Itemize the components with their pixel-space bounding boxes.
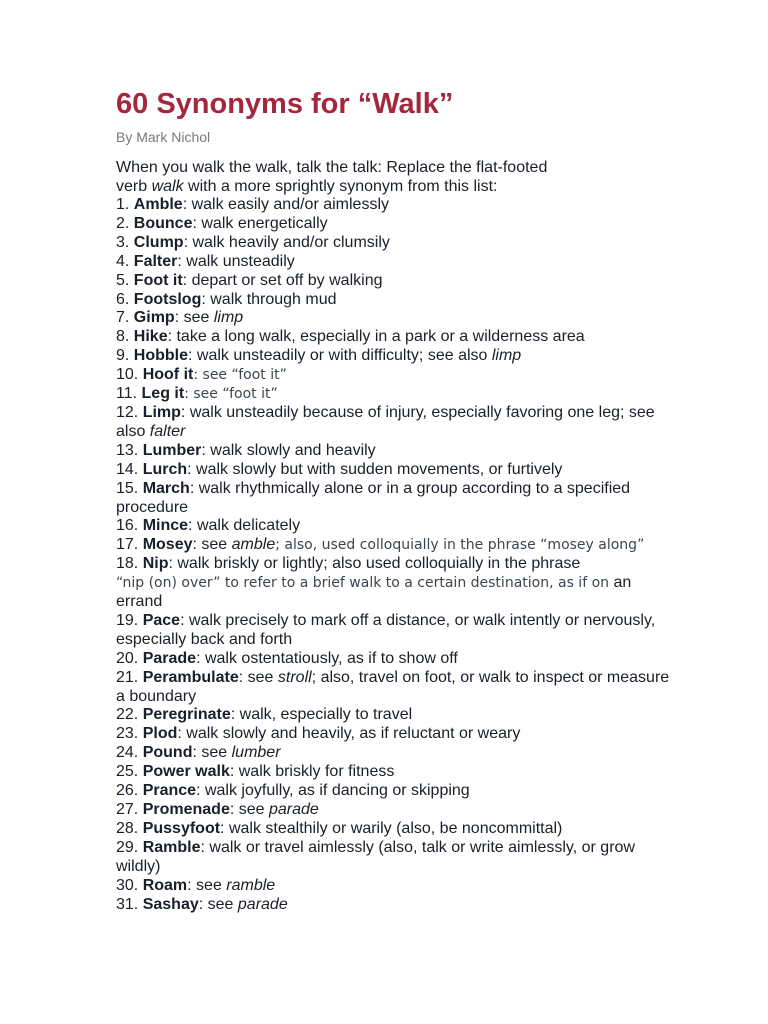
item-definition: : see (192, 536, 232, 554)
item-number: 19. (116, 611, 139, 629)
item-cross-reference: parade (268, 801, 319, 818)
item-number: 30. (116, 876, 139, 894)
item-definition: : walk briskly for fitness (229, 763, 395, 781)
item-definition: : see (229, 801, 269, 818)
item-definition: : take a long walk, especially in a park or a wilderness area (167, 328, 585, 346)
list-item (116, 215, 676, 234)
item-definition-note: “nip (on) over” to refer to a brief walk to a certain destination, as if on (116, 575, 610, 592)
item-term: Amble (133, 196, 183, 213)
item-term: Clump (133, 233, 184, 251)
item-definition: : walk easily and/or aimlessly (182, 196, 389, 213)
item-number: 31. (116, 895, 139, 913)
list-item (116, 744, 676, 763)
page-title: 60 Synonyms for “Walk” (116, 88, 454, 120)
item-number: 3. (116, 233, 130, 251)
item-term: Prance (142, 782, 197, 800)
item-number: 1. (116, 196, 130, 213)
item-number: 23. (116, 725, 139, 743)
item-definition: : walk heavily and/or clumsily (183, 233, 390, 251)
item-term: Foot it (133, 271, 183, 289)
item-term: Pussyfoot (142, 819, 221, 837)
intro-line-2-post: with a more sprightly synonym from this list: (183, 178, 498, 195)
list-item (116, 839, 676, 877)
item-cross-reference: lumber (231, 744, 281, 762)
item-number: 25. (116, 763, 139, 781)
list-item (116, 782, 676, 801)
list-item (116, 442, 676, 461)
item-definition: : walk briskly or lightly; also used colloquially in the phrase (168, 555, 581, 573)
item-definition: : walk, especially to travel (230, 706, 413, 724)
list-item (116, 404, 676, 442)
item-definition: : walk rhythmically alone or in a group according to a specified procedure (116, 479, 631, 516)
item-term: Nip (142, 555, 169, 573)
item-term: Lumber (142, 441, 202, 459)
author-byline: By Mark Nichol (116, 129, 211, 145)
item-term: Hobble (133, 347, 189, 365)
item-number: 7. (116, 309, 130, 327)
item-definition: : see (174, 309, 214, 327)
item-definition: : walk slowly and heavily, as if reluctant or weary (177, 725, 521, 743)
item-term: Plod (142, 725, 178, 743)
intro-emphasis: walk (151, 178, 184, 195)
list-item (116, 309, 676, 328)
item-definition: : walk slowly and heavily (201, 441, 376, 459)
item-term: Leg it (141, 385, 185, 403)
item-term: Limp (142, 403, 181, 421)
item-cross-reference: parade (237, 895, 288, 913)
item-definition: : see (198, 895, 238, 913)
item-definition: : walk ostentatiously, as if to show off (196, 649, 458, 667)
item-definition-tail: ; also, travel on foot, or walk to inspect or measure a boundary (116, 668, 670, 705)
item-term: Lurch (142, 460, 188, 478)
item-term: Mince (142, 517, 189, 535)
item-term: March (142, 479, 190, 497)
list-item (116, 366, 676, 385)
item-number: 15. (116, 479, 139, 497)
item-number: 4. (116, 252, 130, 270)
item-definition: : depart or set off by walking (182, 271, 383, 289)
intro-line-2-pre: verb (116, 178, 152, 195)
item-number: 14. (116, 460, 139, 478)
item-term: Peregrinate (142, 706, 231, 724)
item-number: 29. (116, 838, 139, 856)
item-term: Roam (142, 876, 188, 894)
item-definition: : walk energetically (192, 214, 328, 232)
item-term: Pace (142, 611, 181, 629)
list-item (116, 385, 676, 404)
list-item (116, 291, 676, 310)
item-definition: : walk unsteadily because of injury, especially favoring one leg; see also (116, 403, 655, 440)
article (116, 86, 676, 914)
item-definition: : see (187, 876, 227, 894)
item-term: Bounce (133, 214, 193, 232)
list-item (116, 896, 676, 915)
item-number: 21. (116, 668, 139, 686)
list-item (116, 196, 676, 215)
item-definition: : walk unsteadily or with difficulty; see also (188, 347, 492, 365)
item-number: 9. (116, 347, 130, 365)
item-number: 5. (116, 271, 130, 289)
list-item (116, 272, 676, 291)
item-term: Parade (142, 649, 197, 667)
item-cross-reference: stroll (277, 668, 312, 686)
item-definition-note: : see “foot it” (184, 386, 278, 403)
item-number: 12. (116, 403, 139, 421)
item-definition: : walk or travel aimlessly (also, talk or write aimlessly, or grow wildly) (116, 838, 635, 875)
item-term: Falter (133, 252, 178, 270)
item-cross-reference: limp (491, 347, 522, 365)
item-term: Power walk (142, 763, 230, 781)
list-item (116, 725, 676, 744)
item-number: 26. (116, 782, 139, 800)
item-term: Mosey (142, 536, 193, 554)
synonym-list (116, 196, 676, 914)
item-definition: : walk stealthily or warily (also, be noncommittal) (220, 819, 563, 837)
item-term: Gimp (133, 309, 175, 327)
intro-line-1: When you walk the walk, talk the talk: Replace the flat-footed (116, 159, 548, 176)
item-number: 28. (116, 819, 139, 837)
item-number: 27. (116, 801, 139, 818)
list-item (116, 461, 676, 480)
list-item (116, 347, 676, 366)
item-term: Hoof it (142, 366, 194, 384)
item-number: 11. (116, 385, 138, 403)
item-definition-note: : see “foot it” (193, 367, 287, 384)
list-item (116, 801, 676, 820)
item-cross-reference: limp (213, 309, 244, 327)
list-item (116, 763, 676, 782)
list-item (116, 820, 676, 839)
item-number: 2. (116, 214, 130, 232)
list-item (116, 612, 676, 650)
item-number: 13. (116, 441, 139, 459)
item-definition: : walk unsteadily (177, 252, 295, 270)
item-term: Perambulate (142, 668, 239, 686)
item-definition-tail: an errand (116, 574, 632, 611)
item-term: Ramble (142, 838, 201, 856)
item-number: 10. (116, 366, 139, 384)
list-item (116, 234, 676, 253)
item-term: Pound (142, 744, 193, 762)
item-cross-reference: falter (149, 422, 186, 440)
list-item (116, 536, 676, 555)
item-definition: : walk through mud (201, 290, 337, 308)
item-number: 18. (116, 555, 139, 573)
item-number: 22. (116, 706, 139, 724)
item-definition: : walk precisely to mark off a distance, or walk intently or nervously, especially back and forth (116, 611, 656, 648)
item-definition: : walk delicately (188, 517, 301, 535)
item-number: 20. (116, 649, 139, 667)
item-term: Footslog (133, 290, 202, 308)
item-term: Promenade (142, 801, 230, 818)
list-item (116, 877, 676, 896)
item-number: 17. (116, 536, 139, 554)
list-item (116, 555, 676, 612)
intro-paragraph (116, 158, 676, 196)
item-definition: : walk slowly but with sudden movements, or furtively (187, 460, 563, 478)
item-number: 6. (116, 290, 130, 308)
item-definition: : see (238, 668, 278, 686)
item-definition: : see (192, 744, 232, 762)
item-cross-reference: amble (231, 536, 276, 554)
list-item (116, 517, 676, 536)
item-number: 8. (116, 328, 130, 346)
item-term: Hike (133, 328, 168, 346)
item-term: Sashay (142, 895, 199, 913)
list-item (116, 328, 676, 347)
list-item (116, 669, 676, 707)
list-item (116, 706, 676, 725)
list-item (116, 253, 676, 272)
item-definition-note: ; also, used colloquially in the phrase “mosey along” (275, 537, 645, 554)
list-item (116, 650, 676, 669)
item-number: 24. (116, 744, 139, 762)
item-cross-reference: ramble (226, 876, 276, 894)
item-definition: : walk joyfully, as if dancing or skipping (196, 782, 470, 800)
item-number: 16. (116, 517, 139, 535)
list-item (116, 480, 676, 518)
